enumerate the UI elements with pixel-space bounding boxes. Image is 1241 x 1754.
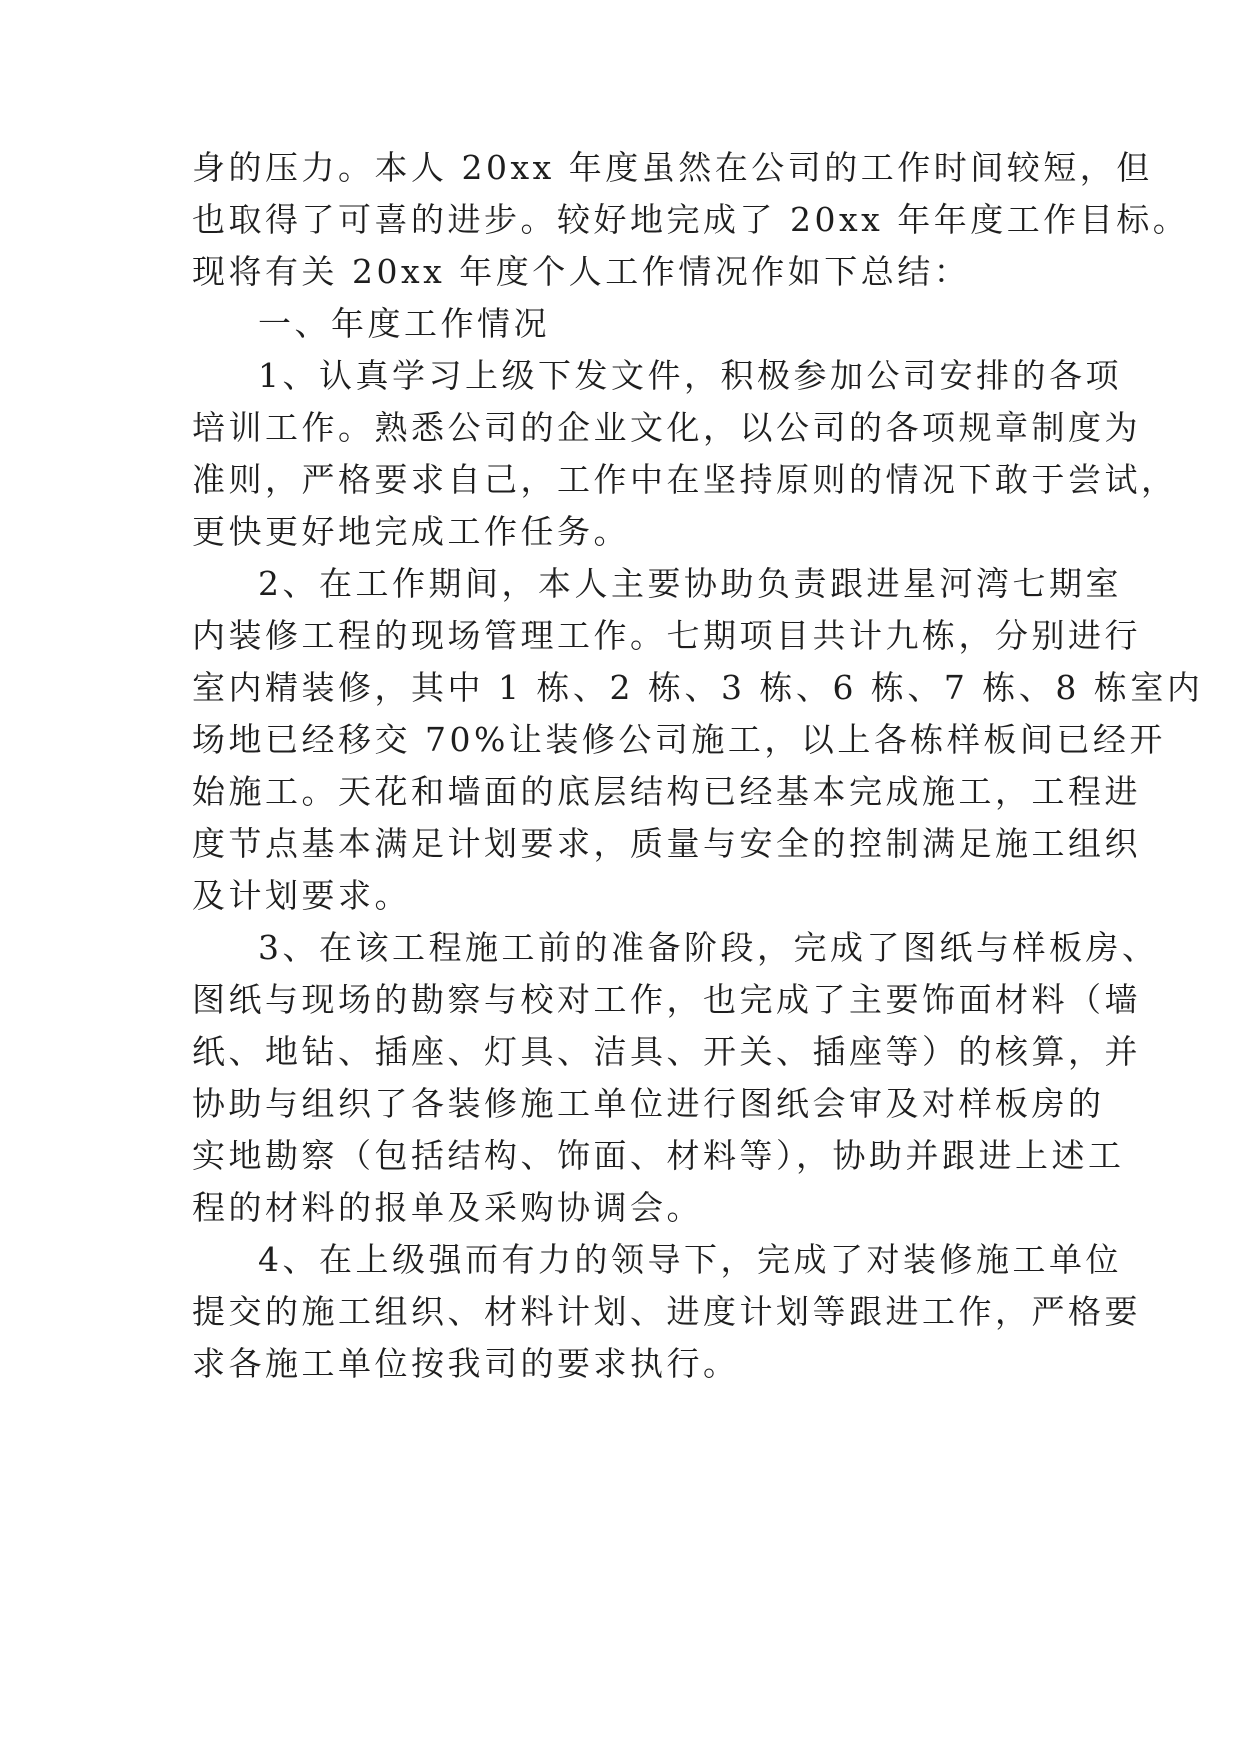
- text-line: 提交的施工组织、材料计划、进度计划等跟进工作，严格要: [192, 1292, 1141, 1331]
- text-line: 现将有关 20xx 年度个人工作情况作如下总结：: [192, 252, 971, 291]
- text-line: 场地已经移交 70%让装修公司施工，以上各栋样板间已经开: [192, 720, 1166, 759]
- text-line: 3、在该工程施工前的准备阶段，完成了图纸与样板房、: [258, 928, 1159, 967]
- text-line: 2、在工作期间，本人主要协助负责跟进星河湾七期室: [258, 564, 1122, 603]
- text-line: 更快更好地完成工作任务。: [192, 512, 630, 551]
- text-line: 度节点基本满足计划要求，质量与安全的控制满足施工组织: [192, 824, 1141, 863]
- text-line: 室内精装修，其中 1 栋、2 栋、3 栋、6 栋、7 栋、8 栋室内: [192, 668, 1204, 707]
- text-line: 纸、地钻、插座、灯具、洁具、开关、插座等）的核算，并: [192, 1032, 1141, 1071]
- text-line: 及计划要求。: [192, 876, 411, 915]
- text-line: 求各施工单位按我司的要求执行。: [192, 1344, 740, 1383]
- text-line: 准则，严格要求自己，工作中在坚持原则的情况下敢于尝试，: [192, 460, 1178, 499]
- text-line: 图纸与现场的勘察与校对工作，也完成了主要饰面材料（墙: [192, 980, 1141, 1019]
- text-line: 实地勘察（包括结构、饰面、材料等），协助并跟进上述工: [192, 1136, 1125, 1175]
- text-line: 培训工作。熟悉公司的企业文化，以公司的各项规章制度为: [192, 408, 1141, 447]
- text-line: 也取得了可喜的进步。较好地完成了 20xx 年年度工作目标。: [192, 200, 1190, 239]
- text-line: 1、认真学习上级下发文件，积极参加公司安排的各项: [258, 356, 1122, 395]
- text-line: 程的材料的报单及采购协调会。: [192, 1188, 703, 1227]
- text-line: 身的压力。本人 20xx 年度虽然在公司的工作时间较短，但: [192, 148, 1153, 187]
- text-line: 始施工。天花和墙面的底层结构已经基本完成施工，工程进: [192, 772, 1141, 811]
- text-line: 内装修工程的现场管理工作。七期项目共计九栋，分别进行: [192, 616, 1141, 655]
- text-line: 协助与组织了各装修施工单位进行图纸会审及对样板房的: [192, 1084, 1105, 1123]
- text-line: 4、在上级强而有力的领导下，完成了对装修施工单位: [258, 1240, 1122, 1279]
- section-heading: 一、年度工作情况: [258, 304, 550, 343]
